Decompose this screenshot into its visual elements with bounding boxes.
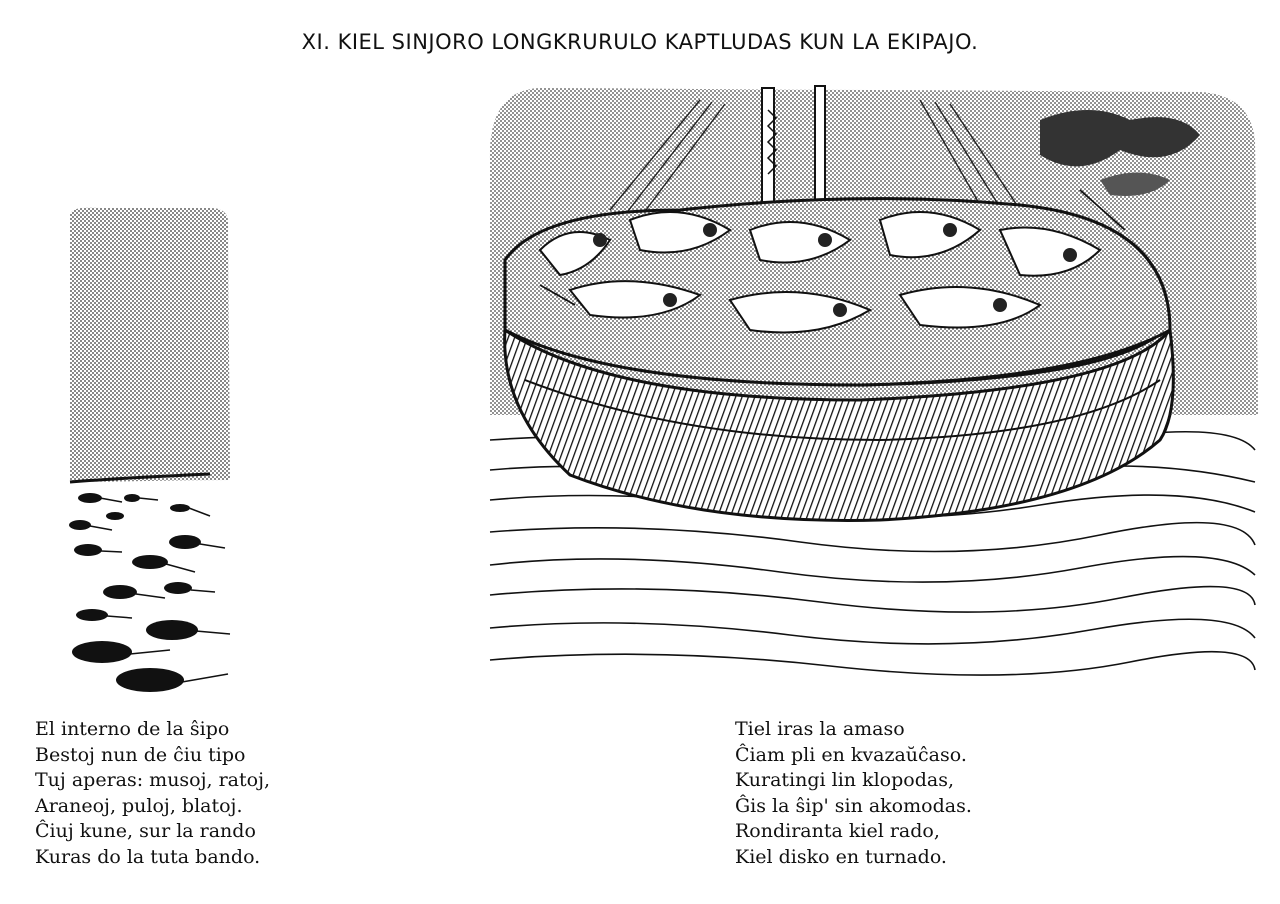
verse-line: Tuj aperas: musoj, ratoj, (35, 769, 271, 792)
verse-line: Kuratingi lin klopodas, (735, 769, 954, 792)
verse-line: Kiel disko en turnado. (735, 845, 947, 868)
rats-fleeing-illustration (60, 200, 240, 700)
rat-icon (69, 493, 230, 692)
verse-line: Ĝis la ŝip' sin akomodas. (735, 794, 972, 817)
verse-line: Rondiranta kiel rado, (735, 820, 940, 843)
verse-line: El interno de la ŝipo (35, 718, 230, 740)
right-verse (735, 717, 972, 871)
verse-line: Araneoj, puloj, blatoj. (35, 794, 243, 817)
verse-line: Kuras do la tuta bando. (35, 845, 261, 868)
verse-line: Tiel iras la amaso (735, 718, 905, 740)
page-title: XI. KIEL SINJORO LONGKRURULO KAPTLUDAS KUN LA EKIPAJO. (301, 30, 979, 54)
verse-line: Bestoj nun de ĉiu tipo (35, 743, 246, 766)
barrel-ship-crew-illustration (480, 80, 1265, 690)
left-verse (35, 717, 270, 871)
verse-line: Ĉiam pli en kvazaŭĉaso. (735, 743, 967, 766)
verse-line: Ĉiuj kune, sur la rando (35, 820, 256, 843)
